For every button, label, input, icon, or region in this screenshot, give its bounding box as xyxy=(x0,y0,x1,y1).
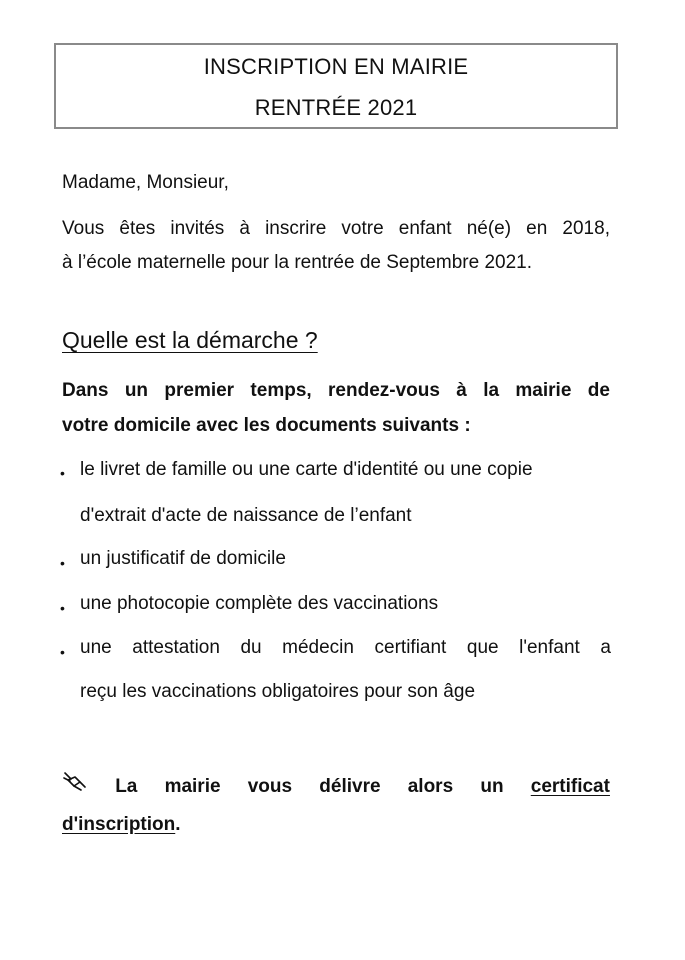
conclusion-word: mairie xyxy=(164,776,221,797)
conclusion-line-2 xyxy=(62,814,610,836)
conclusion-word: alors xyxy=(407,776,454,797)
instruction-word: Dans xyxy=(62,380,109,401)
intro-word: à xyxy=(239,218,250,239)
intro-word: êtes xyxy=(119,218,156,239)
instruction-word: mairie xyxy=(515,380,572,401)
document-word: que xyxy=(466,637,499,658)
bullet-marker: • xyxy=(60,555,65,571)
document-word: attestation xyxy=(132,637,220,658)
intro-word: en xyxy=(526,218,548,239)
title-line-2: RENTRÉE 2021 xyxy=(254,95,418,120)
document-item-1-line-2: d'extrait d'acte de naissance de l’enfant xyxy=(80,505,412,526)
instruction-line-2: votre domicile avec les documents suivants : xyxy=(62,415,471,436)
document-item-4-line-2: reçu les vaccinations obligatoires pour son âge xyxy=(80,681,476,702)
intro-word: enfant xyxy=(398,218,452,239)
section-title: Quelle est la démarche ? xyxy=(62,327,318,353)
inscription-text: d'inscription xyxy=(62,814,176,835)
instruction-line-1 xyxy=(62,380,610,402)
intro-word: né(e) xyxy=(466,218,512,239)
bullet-marker: • xyxy=(60,600,65,616)
intro-word: votre xyxy=(341,218,384,239)
document-word: certifiant xyxy=(374,637,447,658)
instruction-word: rendez-vous xyxy=(328,380,440,401)
document-word: une xyxy=(80,637,112,658)
conclusion-line-1 xyxy=(62,770,610,798)
instruction-word: premier xyxy=(164,380,235,401)
instruction-word: un xyxy=(124,380,149,401)
conclusion-end: . xyxy=(175,814,181,835)
document-word: du xyxy=(240,637,262,658)
document-item-2: un justificatif de domicile xyxy=(80,548,286,569)
intro-word: Vous xyxy=(62,218,105,239)
intro-word: 2018, xyxy=(562,218,610,239)
instruction-word: à xyxy=(456,380,467,401)
instruction-word: temps, xyxy=(250,380,312,401)
document-word: l'enfant xyxy=(519,637,580,658)
title-box xyxy=(54,43,618,129)
conclusion-word: un xyxy=(480,776,504,797)
document-item-4-line-1 xyxy=(80,637,611,659)
document-word: médecin xyxy=(282,637,354,658)
intro-word: invités xyxy=(170,218,225,239)
intro-line-1 xyxy=(62,218,610,240)
conclusion-word: délivre xyxy=(319,776,381,797)
bullet-marker: • xyxy=(60,644,65,660)
bullet-marker: • xyxy=(60,465,65,481)
conclusion-word: vous xyxy=(247,776,293,797)
intro-line-2: à l’école maternelle pour la rentrée de Septembre 2021. xyxy=(62,252,533,273)
document-word: a xyxy=(600,637,611,658)
document-item-3: une photocopie complète des vaccinations xyxy=(80,593,439,614)
instruction-word: de xyxy=(587,380,610,401)
conclusion-word: La xyxy=(115,776,138,797)
title-line-1: INSCRIPTION EN MAIRIE xyxy=(203,54,469,79)
greeting: Madame, Monsieur, xyxy=(62,172,229,193)
certificat-text: certificat xyxy=(530,776,610,797)
writing-hand-icon xyxy=(62,770,88,792)
intro-word: inscrire xyxy=(265,218,327,239)
document-item-1-line-1: le livret de famille ou une carte d'identité ou une copie xyxy=(80,459,533,480)
instruction-word: la xyxy=(483,380,500,401)
